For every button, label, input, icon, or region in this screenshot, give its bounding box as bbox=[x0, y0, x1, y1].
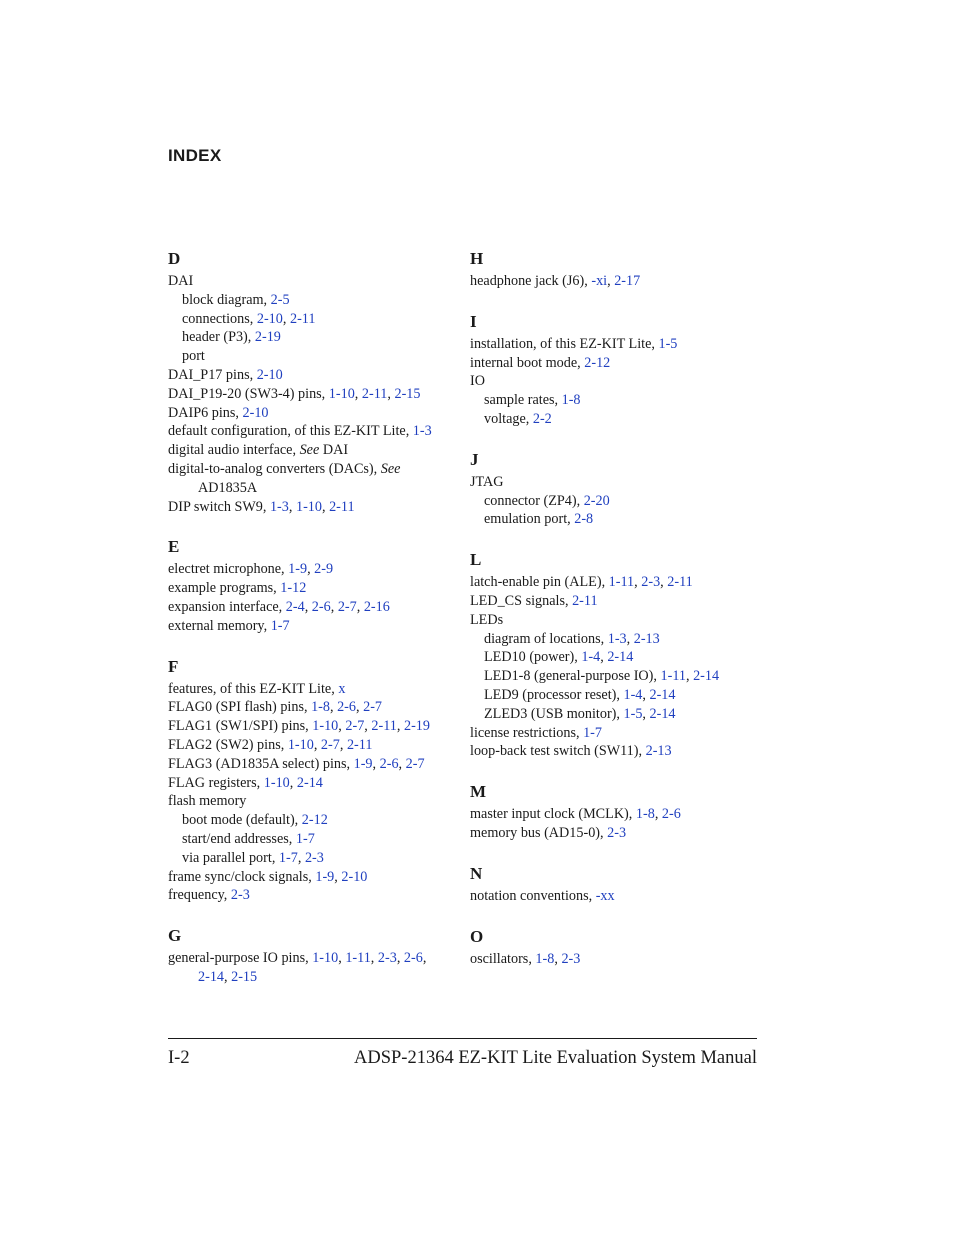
index-entry bbox=[168, 579, 448, 598]
entry-text: , bbox=[654, 806, 662, 823]
entry-text: , bbox=[387, 385, 395, 402]
entry-text: expansion interface, bbox=[168, 598, 286, 615]
entry-text: , bbox=[289, 774, 297, 791]
index-entry bbox=[168, 479, 448, 498]
entry-text: header (P3), bbox=[182, 329, 255, 346]
page-reference-link[interactable]: 2-20 bbox=[583, 492, 610, 509]
section-letter: F bbox=[168, 656, 179, 676]
page-reference-link[interactable]: 2-13 bbox=[633, 630, 660, 647]
entry-text: , bbox=[304, 598, 312, 615]
section-letter: I bbox=[470, 311, 477, 331]
index-entry bbox=[168, 272, 448, 291]
section-letter: L bbox=[470, 550, 482, 570]
entry-text: latch-enable pin (ALE), bbox=[470, 574, 609, 591]
page-reference-link[interactable]: 2-11 bbox=[329, 498, 355, 515]
index-section bbox=[168, 536, 448, 635]
section-letter: J bbox=[470, 449, 479, 469]
index-entry bbox=[168, 949, 448, 968]
page-reference-link[interactable]: 2-3 bbox=[377, 950, 397, 967]
index-section bbox=[470, 863, 750, 906]
index-entry bbox=[168, 385, 448, 404]
index-entry bbox=[470, 372, 750, 391]
entry-text: loop-back test switch (SW11), bbox=[470, 743, 646, 760]
entry-text: connector (ZP4), bbox=[484, 492, 584, 509]
entry-text: DAI_P19-20 (SW3-4) pins, bbox=[168, 385, 329, 402]
entry-text: , bbox=[297, 849, 305, 866]
entry-text: port bbox=[182, 348, 205, 365]
entry-text: , bbox=[642, 705, 650, 722]
index-subentry bbox=[470, 705, 750, 724]
page-reference-link[interactable]: 1-8 bbox=[561, 392, 581, 409]
entry-text: oscillators, bbox=[470, 950, 536, 967]
see-reference-text: See bbox=[299, 442, 320, 459]
page-reference-link[interactable]: 2-8 bbox=[574, 511, 594, 528]
entry-text: FLAG registers, bbox=[168, 774, 264, 791]
entry-text: , bbox=[396, 950, 404, 967]
entry-text: , bbox=[334, 868, 342, 885]
page-reference-link[interactable]: 2-13 bbox=[645, 743, 672, 760]
page-reference-link[interactable]: 1-3 bbox=[412, 423, 432, 440]
page-reference-link[interactable]: x bbox=[338, 680, 346, 697]
page-reference-link[interactable]: 2-14 bbox=[693, 668, 720, 685]
page-reference-link[interactable]: 2-11 bbox=[371, 718, 397, 735]
page-reference-link[interactable]: 2-11 bbox=[346, 736, 373, 753]
entry-text: default configuration, of this EZ-KIT Lite, bbox=[168, 423, 413, 440]
index-subentry bbox=[470, 667, 750, 686]
entry-text: FLAG3 (AD1835A select) pins, bbox=[168, 755, 354, 772]
entry-text: frame sync/clock signals, bbox=[168, 868, 316, 885]
index-section bbox=[168, 656, 448, 906]
page-reference-link[interactable]: 2-11 bbox=[667, 574, 693, 591]
see-reference-text: See bbox=[380, 460, 401, 477]
index-entry bbox=[168, 755, 448, 774]
page-reference-link[interactable]: 2-12 bbox=[584, 354, 611, 371]
index-section bbox=[470, 926, 750, 969]
index-entry bbox=[168, 366, 448, 385]
entry-text: DIP switch SW9, bbox=[168, 498, 270, 515]
index-entry bbox=[168, 441, 448, 460]
entry-text: , bbox=[372, 755, 380, 772]
section-letter: G bbox=[168, 926, 182, 946]
entry-text: features, of this EZ-KIT Lite, bbox=[168, 680, 339, 697]
page-reference-link[interactable]: 2-2 bbox=[532, 410, 552, 427]
page-reference-link[interactable]: 1-9 bbox=[315, 868, 335, 885]
page-reference-link[interactable]: 2-10 bbox=[341, 868, 368, 885]
index-entry bbox=[470, 887, 750, 906]
entry-text: , bbox=[634, 574, 642, 591]
index-entry bbox=[168, 968, 448, 987]
entry-text: master input clock (MCLK), bbox=[470, 806, 636, 823]
page-reference-link[interactable]: 2-14 bbox=[198, 968, 225, 985]
entry-text: boot mode (default), bbox=[182, 812, 302, 829]
index-subentry bbox=[470, 686, 750, 705]
index-entry bbox=[168, 886, 448, 905]
section-letter: M bbox=[470, 782, 487, 802]
index-entry bbox=[470, 473, 750, 492]
index-entry bbox=[168, 460, 448, 479]
page-reference-link[interactable]: 1-8 bbox=[311, 699, 330, 716]
index-entry bbox=[168, 617, 448, 636]
index-column-right bbox=[470, 248, 750, 988]
page-reference-link[interactable]: 2-6 bbox=[337, 699, 356, 716]
index-entry bbox=[470, 573, 750, 592]
entry-text: , bbox=[354, 385, 362, 402]
page-reference-link[interactable]: 2-10 bbox=[256, 310, 283, 327]
page-reference-link[interactable]: 2-7 bbox=[345, 718, 365, 735]
index-entry bbox=[470, 611, 750, 630]
entry-text: , bbox=[626, 630, 634, 647]
page-reference-link[interactable]: 1-5 bbox=[623, 705, 643, 722]
entry-text: electret microphone, bbox=[168, 561, 289, 578]
page-reference-link[interactable]: 2-11 bbox=[572, 592, 598, 609]
index-subentry bbox=[168, 811, 448, 830]
entry-text: , bbox=[370, 950, 378, 967]
entry-text: DAI bbox=[319, 442, 349, 459]
page-reference-link[interactable]: 1-8 bbox=[635, 806, 655, 823]
index-section bbox=[168, 248, 448, 516]
page-reference-link[interactable]: 1-8 bbox=[535, 950, 555, 967]
page-reference-link[interactable]: 2-11 bbox=[361, 385, 388, 402]
entry-text: DAIP6 pins, bbox=[168, 404, 243, 421]
entry-text: notation conventions, bbox=[470, 887, 596, 904]
page-reference-link[interactable]: 2-3 bbox=[641, 574, 661, 591]
section-letter: D bbox=[168, 249, 181, 268]
page-reference-link[interactable]: 1-3 bbox=[269, 498, 289, 515]
page-reference-link[interactable]: 1-10 bbox=[328, 385, 355, 402]
entry-text: LEDs bbox=[470, 611, 504, 628]
entry-text: license restrictions, bbox=[470, 724, 584, 741]
page-reference-link[interactable]: -xx bbox=[595, 887, 615, 904]
section-letter: E bbox=[168, 537, 180, 557]
index-entry bbox=[168, 792, 448, 811]
section-letter: H bbox=[470, 249, 484, 268]
index-subentry bbox=[168, 328, 448, 347]
page-reference-link[interactable]: 1-10 bbox=[263, 774, 290, 791]
section-letter: N bbox=[470, 863, 483, 883]
index-subentry bbox=[168, 849, 448, 868]
index-section bbox=[470, 549, 750, 761]
entry-text: , bbox=[422, 950, 427, 967]
entry-text: connections, bbox=[182, 310, 257, 327]
entry-text: internal boot mode, bbox=[470, 354, 585, 371]
entry-text: DAI_P17 pins, bbox=[168, 366, 257, 383]
entry-text: LED_CS signals, bbox=[470, 592, 573, 609]
entry-text: FLAG1 (SW1/SPI) pins, bbox=[168, 718, 313, 735]
index-section bbox=[470, 781, 750, 843]
index-subentry bbox=[470, 391, 750, 410]
page-reference-link[interactable]: 2-19 bbox=[254, 329, 281, 346]
index-column-left bbox=[168, 248, 448, 1007]
index-subentry bbox=[168, 830, 448, 849]
index-entry bbox=[470, 805, 750, 824]
footer-page-number: I-2 bbox=[168, 1048, 190, 1068]
entry-text: example programs, bbox=[168, 580, 281, 597]
entry-text: DAI bbox=[168, 273, 194, 289]
entry-text: digital audio interface, bbox=[168, 442, 300, 459]
entry-text: block diagram, bbox=[182, 291, 271, 308]
entry-text: , bbox=[330, 598, 338, 615]
page-reference-link[interactable]: 2-12 bbox=[301, 812, 328, 829]
page-reference-link[interactable]: 1-10 bbox=[295, 498, 322, 515]
entry-text: , bbox=[282, 310, 290, 327]
index-entry bbox=[168, 598, 448, 617]
page-reference-link[interactable]: 1-7 bbox=[583, 724, 602, 741]
entry-text: , bbox=[356, 699, 364, 716]
index-entry bbox=[168, 698, 448, 717]
page-reference-link[interactable]: 2-10 bbox=[242, 404, 269, 421]
entry-text: , bbox=[339, 736, 347, 753]
entry-text: , bbox=[307, 561, 315, 578]
index-entry bbox=[470, 742, 750, 761]
section-letter: O bbox=[470, 926, 484, 946]
page-reference-link[interactable]: 1-5 bbox=[658, 335, 678, 352]
index-entry bbox=[470, 272, 750, 291]
page-reference-link[interactable]: 2-3 bbox=[230, 887, 250, 904]
index-subentry bbox=[470, 648, 750, 667]
page-reference-link[interactable]: 1-4 bbox=[581, 649, 601, 666]
index-entry bbox=[168, 868, 448, 887]
page-reference-link[interactable]: 1-3 bbox=[607, 630, 627, 647]
entry-text: FLAG0 (SPI flash) pins, bbox=[168, 699, 312, 716]
index-entry bbox=[470, 824, 750, 843]
page-reference-link[interactable]: 1-7 bbox=[278, 849, 298, 866]
entry-text: memory bus (AD15-0), bbox=[470, 824, 608, 841]
page-reference-link[interactable]: 2-11 bbox=[289, 310, 316, 327]
entry-text: , bbox=[356, 598, 364, 615]
index-subentry bbox=[470, 492, 750, 511]
entry-text: digital-to-analog converters (DACs), bbox=[168, 460, 381, 477]
entry-text: , bbox=[600, 649, 608, 666]
index-entry bbox=[470, 592, 750, 611]
page-reference-link[interactable]: 2-7 bbox=[405, 755, 425, 772]
page-reference-link[interactable]: 2-14 bbox=[649, 686, 676, 703]
entry-text: general-purpose IO pins, bbox=[168, 950, 313, 967]
page-reference-link[interactable]: 1-7 bbox=[270, 617, 290, 634]
page-reference-link[interactable]: 2-3 bbox=[607, 824, 627, 841]
entry-text: voltage, bbox=[484, 410, 533, 427]
entry-text: , bbox=[313, 736, 321, 753]
page-reference-link[interactable]: -xi bbox=[591, 273, 608, 289]
index-entry bbox=[168, 680, 448, 699]
entry-text: , bbox=[364, 718, 372, 735]
entry-text: LED9 (processor reset), bbox=[484, 686, 624, 703]
page-reference-link[interactable]: 2-3 bbox=[561, 950, 581, 967]
page-reference-link[interactable]: 1-9 bbox=[288, 561, 308, 578]
entry-text: , bbox=[660, 574, 668, 591]
entry-text: , bbox=[338, 718, 346, 735]
entry-text: , bbox=[398, 755, 406, 772]
index-entry bbox=[168, 717, 448, 736]
entry-text: , bbox=[685, 668, 694, 685]
index-entry bbox=[470, 335, 750, 354]
page-reference-link[interactable]: 2-17 bbox=[614, 273, 641, 289]
entry-text: sample rates, bbox=[484, 392, 562, 409]
entry-text: IO bbox=[470, 373, 485, 390]
page-reference-link[interactable]: 1-11 bbox=[660, 668, 686, 685]
page-reference-link[interactable]: 2-4 bbox=[285, 598, 305, 615]
page-reference-link[interactable]: 2-15 bbox=[231, 968, 258, 985]
entry-text: , bbox=[321, 498, 330, 515]
entry-text: AD1835A bbox=[198, 479, 258, 496]
page-reference-link[interactable]: 1-10 bbox=[312, 718, 339, 735]
page-reference-link[interactable]: 1-9 bbox=[353, 755, 373, 772]
entry-text: installation, of this EZ-KIT Lite, bbox=[470, 335, 659, 352]
index-entry bbox=[168, 498, 448, 517]
entry-text: flash memory bbox=[168, 793, 247, 810]
page-reference-link[interactable]: 1-12 bbox=[280, 580, 307, 597]
page-reference-link[interactable]: 2-14 bbox=[649, 705, 676, 722]
index-subentry bbox=[470, 510, 750, 529]
entry-text: emulation port, bbox=[484, 511, 575, 528]
entry-text: frequency, bbox=[168, 887, 231, 904]
entry-text: external memory, bbox=[168, 617, 271, 634]
index-entry bbox=[168, 404, 448, 423]
page-reference-link[interactable]: 2-19 bbox=[403, 718, 430, 735]
entry-text: ZLED3 (USB monitor), bbox=[484, 705, 624, 722]
index-entry bbox=[168, 774, 448, 793]
page-reference-link[interactable]: 2-6 bbox=[661, 806, 681, 823]
page-reference-link[interactable]: 1-11 bbox=[608, 574, 635, 591]
index-entry bbox=[168, 560, 448, 579]
page-reference-link[interactable]: 2-7 bbox=[320, 736, 340, 753]
index-subentry bbox=[168, 310, 448, 329]
page-reference-link[interactable]: 2-9 bbox=[314, 561, 334, 578]
page-reference-link[interactable]: 1-4 bbox=[623, 686, 643, 703]
entry-text: , bbox=[607, 273, 615, 289]
footer-divider bbox=[168, 1038, 757, 1039]
entry-text: LED10 (power), bbox=[484, 649, 582, 666]
page-reference-link[interactable]: 1-10 bbox=[312, 950, 339, 967]
index-section bbox=[168, 925, 448, 987]
index-entry bbox=[470, 724, 750, 743]
page-reference-link[interactable]: 2-6 bbox=[311, 598, 331, 615]
entry-text: via parallel port, bbox=[182, 849, 279, 866]
entry-text: , bbox=[338, 950, 346, 967]
page-reference-link[interactable]: 2-3 bbox=[304, 849, 324, 866]
entry-text: headphone jack (J6), bbox=[470, 273, 592, 289]
entry-text: FLAG2 (SW2) pins, bbox=[168, 736, 288, 753]
entry-text: diagram of locations, bbox=[484, 630, 608, 647]
index-entry bbox=[168, 422, 448, 441]
page-reference-link[interactable]: 2-5 bbox=[270, 291, 290, 308]
index-section bbox=[470, 449, 750, 529]
entry-text: , bbox=[224, 968, 232, 985]
entry-text: , bbox=[288, 498, 296, 515]
page-reference-link[interactable]: 2-14 bbox=[607, 649, 634, 666]
footer-manual-title: ADSP-21364 EZ-KIT Lite Evaluation System Manual bbox=[353, 1048, 757, 1068]
page-reference-link[interactable]: 2-10 bbox=[256, 366, 283, 383]
entry-text: LED1-8 (general-purpose IO), bbox=[484, 668, 661, 685]
page-reference-link[interactable]: 1-10 bbox=[287, 736, 314, 753]
entry-text: , bbox=[554, 950, 562, 967]
index-subentry bbox=[168, 347, 448, 366]
index-section bbox=[470, 248, 750, 291]
page-header-index: INDEX bbox=[168, 146, 222, 165]
index-subentry bbox=[168, 291, 448, 310]
page-reference-link[interactable]: 2-7 bbox=[363, 699, 383, 716]
page-reference-link[interactable]: 1-11 bbox=[345, 950, 371, 967]
entry-text: start/end addresses, bbox=[182, 830, 296, 847]
index-subentry bbox=[470, 410, 750, 429]
page-reference-link[interactable]: 2-6 bbox=[403, 950, 423, 967]
page-reference-link[interactable]: 2-7 bbox=[337, 598, 357, 615]
entry-text: JTAG bbox=[470, 473, 504, 490]
page-reference-link[interactable]: 2-15 bbox=[394, 385, 421, 402]
index-entry bbox=[470, 354, 750, 373]
entry-text: , bbox=[396, 718, 404, 735]
entry-text: , bbox=[329, 699, 338, 716]
index-section bbox=[470, 311, 750, 429]
index-subentry bbox=[470, 630, 750, 649]
page-reference-link[interactable]: 2-14 bbox=[296, 774, 323, 791]
page-reference-link[interactable]: 2-16 bbox=[363, 598, 390, 615]
index-entry bbox=[470, 950, 750, 969]
page-reference-link[interactable]: 1-7 bbox=[295, 830, 315, 847]
page-reference-link[interactable]: 2-6 bbox=[379, 755, 399, 772]
index-entry bbox=[168, 736, 448, 755]
entry-text: , bbox=[642, 686, 650, 703]
